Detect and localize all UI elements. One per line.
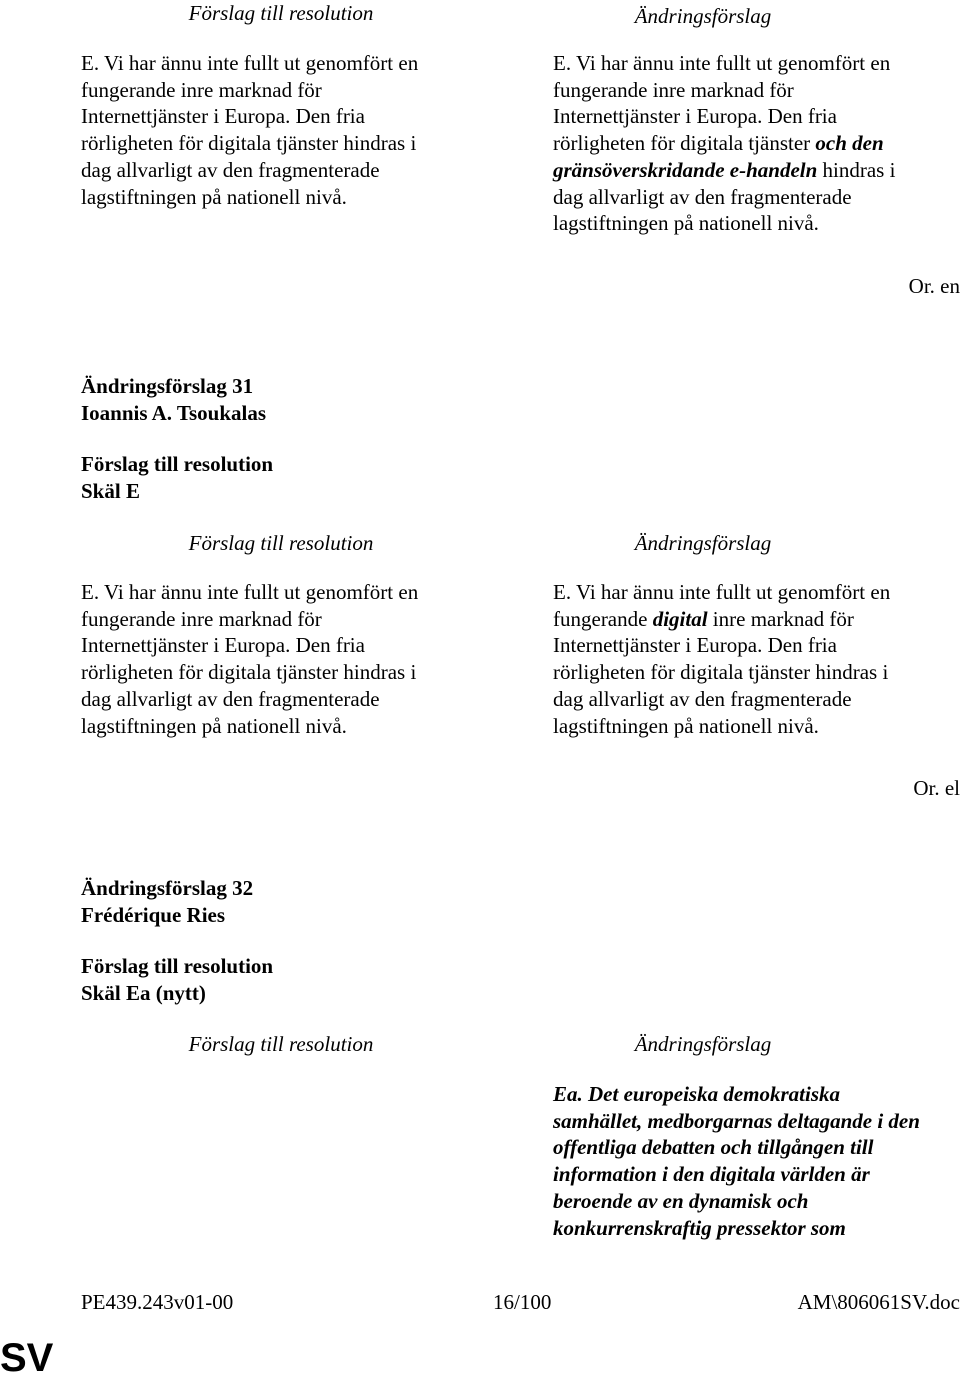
original-language: Or. en: [908, 274, 960, 298]
text-line: lagstiftningen på nationell nivå.: [553, 713, 819, 738]
text-line: Internettjänster i Europa. Den fria: [81, 104, 365, 129]
right-column-header: Ändringsförslag: [634, 1032, 772, 1056]
amendment-author: Frédérique Ries: [81, 902, 226, 927]
section-reference: Skäl E: [81, 478, 140, 503]
left-column-header: Förslag till resolution: [188, 1, 374, 25]
left-column-header: Förslag till resolution: [188, 1032, 374, 1056]
text-line: fungerande inre marknad för: [553, 77, 794, 102]
text-line: fungerande inre marknad för: [81, 606, 322, 631]
text-line: [553, 606, 960, 633]
amended-text: [553, 50, 960, 237]
right-column-header: Ändringsförslag: [634, 531, 772, 555]
document-reference: Förslag till resolution: [81, 452, 274, 476]
amended-text: [553, 579, 960, 739]
text-line: lagstiftningen på nationell nivå.: [553, 211, 819, 236]
text-fragment: hindras i: [817, 157, 896, 182]
amendment-number: Ändringsförslag 31: [81, 374, 254, 398]
inserted-text: digital: [652, 606, 708, 631]
text-line: lagstiftningen på nationell nivå.: [81, 184, 347, 209]
text-line: lagstiftningen på nationell nivå.: [81, 713, 347, 738]
original-language: Or. el: [913, 776, 960, 800]
text-line: Ea. Det europeiska demokratiska: [553, 1082, 840, 1106]
text-fragment: fungerande: [553, 606, 653, 631]
amendment-number: Ändringsförslag 32: [81, 876, 254, 900]
text-fragment: inre marknad för: [707, 606, 854, 631]
language-code: SV: [0, 1336, 54, 1380]
document-reference: Förslag till resolution: [81, 954, 274, 978]
text-line: rörligheten för digitala tjänster hindras i: [553, 660, 889, 685]
text-line: Internettjänster i Europa. Den fria: [553, 104, 837, 129]
text-line: beroende av en dynamisk och: [553, 1188, 809, 1213]
footer-file-name: AM\806061SV.doc: [797, 1290, 960, 1314]
text-line: rörligheten för digitala tjänster hindras i: [81, 131, 417, 156]
text-line: Internettjänster i Europa. Den fria: [81, 633, 365, 658]
text-line: E. Vi har ännu inte fullt ut genomfört en: [81, 51, 419, 75]
amendment-heading: [81, 373, 266, 426]
inserted-text: gränsöverskridande e-handeln: [553, 157, 818, 182]
text-line: [553, 130, 960, 157]
text-line: offentliga debatten och tillgången till: [553, 1135, 874, 1160]
text-line: rörligheten för digitala tjänster hindras i: [81, 660, 417, 685]
text-line: information i den digitala världen är: [553, 1162, 870, 1187]
text-line: dag allvarligt av den fragmenterade: [81, 686, 380, 711]
section-reference: Skäl Ea (nytt): [81, 980, 206, 1005]
text-line: konkurrenskraftig pressektor som: [553, 1215, 846, 1240]
footer-page-number: 16/100: [493, 1290, 552, 1314]
text-fragment: rörligheten för digitala tjänster: [553, 131, 816, 156]
text-line: E. Vi har ännu inte fullt ut genomfört en: [553, 580, 891, 604]
amendment-author: Ioannis A. Tsoukalas: [81, 400, 267, 425]
text-line: dag allvarligt av den fragmenterade: [81, 157, 380, 182]
text-line: dag allvarligt av den fragmenterade: [553, 686, 852, 711]
text-line: dag allvarligt av den fragmenterade: [553, 184, 852, 209]
text-line: E. Vi har ännu inte fullt ut genomfört en: [81, 580, 419, 604]
text-line: [553, 157, 960, 184]
footer-document-id: PE439.243v01-00: [81, 1290, 234, 1314]
inserted-text: och den: [815, 131, 884, 156]
original-text: [81, 50, 481, 210]
text-line: Internettjänster i Europa. Den fria: [553, 633, 837, 658]
left-column-header: Förslag till resolution: [188, 531, 374, 555]
amendment-target: [81, 451, 273, 504]
original-text: [81, 579, 481, 739]
amendment-heading: [81, 875, 253, 928]
text-line: fungerande inre marknad för: [81, 77, 322, 102]
text-line: samhället, medborgarnas deltagande i den: [553, 1108, 920, 1133]
amendment-target: [81, 953, 273, 1006]
right-column-header: Ändringsförslag: [634, 4, 772, 28]
amended-text: [553, 1081, 960, 1241]
text-line: E. Vi har ännu inte fullt ut genomfört en: [553, 51, 891, 75]
